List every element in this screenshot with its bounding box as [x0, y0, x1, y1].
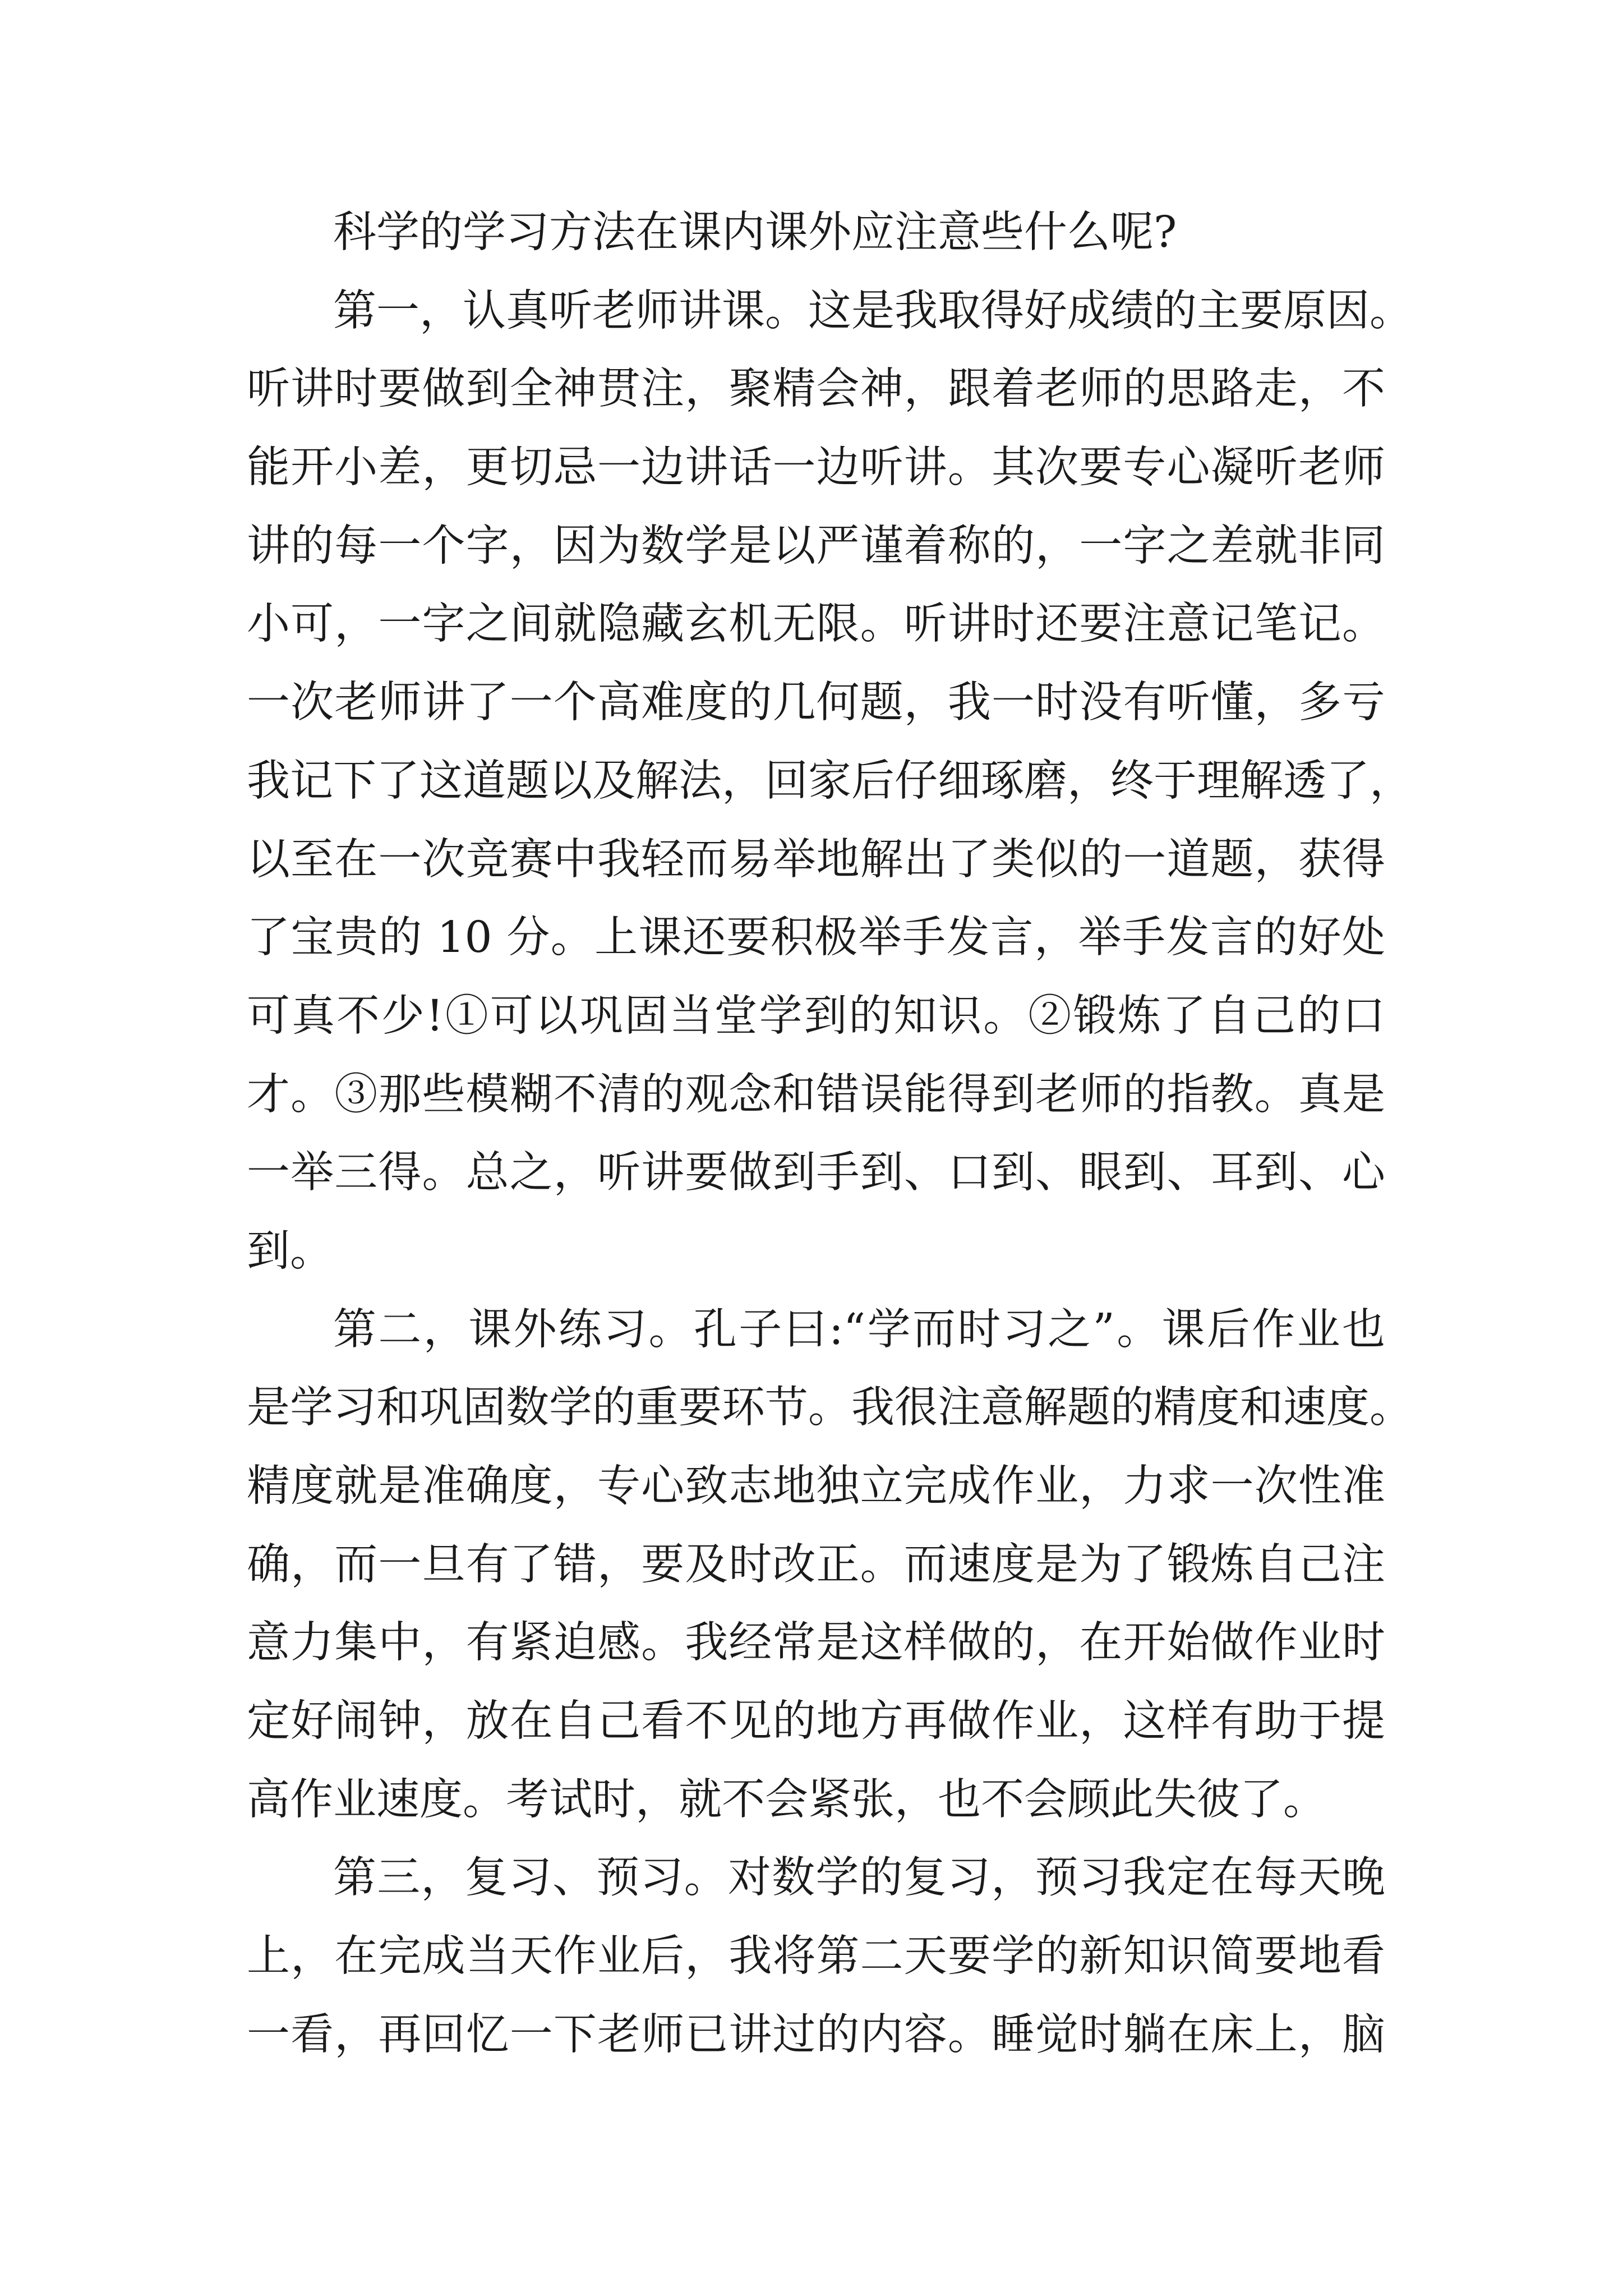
paragraph-2-line: 意力集中，有紧迫感。我经常是这样做的，在开始做作业时 — [247, 1618, 1385, 1668]
paragraph-1-line: 以至在一次竞赛中我轻而易举地解出了类似的一道题，获得 — [247, 834, 1385, 885]
paragraph-2-line: 是学习和巩固数学的重要环节。我很注意解题的精度和速度。 — [247, 1383, 1413, 1433]
paragraph-intro-line: 科学的学习方法在课内课外应注意些什么呢? — [333, 208, 1177, 257]
paragraph-1-line: 可真不少!①可以巩固当堂学到的知识。②锻炼了自己的口 — [247, 991, 1385, 1041]
paragraph-2-line: 第二，课外练习。孔子曰:“学而时习之”。课后作业也 — [333, 1304, 1385, 1355]
paragraph-3-line: 一看，再回忆一下老师已讲过的内容。睡觉时躺在床上，脑 — [247, 2009, 1385, 2060]
paragraph-1-line: 听讲时要做到全神贯注，聚精会神，跟着老师的思路走，不 — [247, 364, 1385, 415]
paragraph-1-line: 了宝贵的 10 分。上课还要积极举手发言，举手发言的好处 — [247, 913, 1385, 963]
paragraph-1-line: 第一，认真听老师讲课。这是我取得好成绩的主要原因。 — [333, 286, 1413, 336]
paragraph-3-line: 上，在完成当天作业后，我将第二天要学的新知识简要地看 — [247, 1931, 1385, 1982]
paragraph-1-line: 我记下了这道题以及解法，回家后仔细琢磨，终于理解透了， — [247, 756, 1413, 806]
paragraph-1-line: 能开小差，更切忌一边讲话一边听讲。其次要专心凝听老师 — [247, 443, 1385, 493]
paragraph-2-line: 定好闹钟，放在自己看不见的地方再做作业，这样有助于提 — [247, 1696, 1385, 1747]
paragraph-1-line: 讲的每一个字，因为数学是以严谨着称的，一字之差就非同 — [247, 521, 1385, 571]
document-body — [247, 194, 1413, 2074]
paragraph-3-line: 第三，复习、预习。对数学的复习，预习我定在每天晚 — [333, 1853, 1385, 1903]
paragraph-1-line: 才。③那些模糊不清的观念和错误能得到老师的指教。真是 — [247, 1069, 1385, 1120]
paragraph-1-line: 一举三得。总之，听讲要做到手到、口到、眼到、耳到、心 — [247, 1148, 1385, 1198]
paragraph-2-line: 高作业速度。考试时，就不会紧张，也不会顾此失彼了。 — [247, 1774, 1326, 1825]
paragraph-1-line: 一次老师讲了一个高难度的几何题，我一时没有听懂，多亏 — [247, 678, 1385, 728]
paragraph-1-line: 小可，一字之间就隐藏玄机无限。听讲时还要注意记笔记。 — [247, 599, 1385, 650]
paragraph-2-line: 精度就是准确度，专心致志地独立完成作业，力求一次性准 — [247, 1461, 1385, 1511]
paragraph-1-line: 到。 — [247, 1226, 333, 1276]
paragraph-2-line: 确，而一旦有了错，要及时改正。而速度是为了锻炼自己注 — [247, 1539, 1385, 1590]
